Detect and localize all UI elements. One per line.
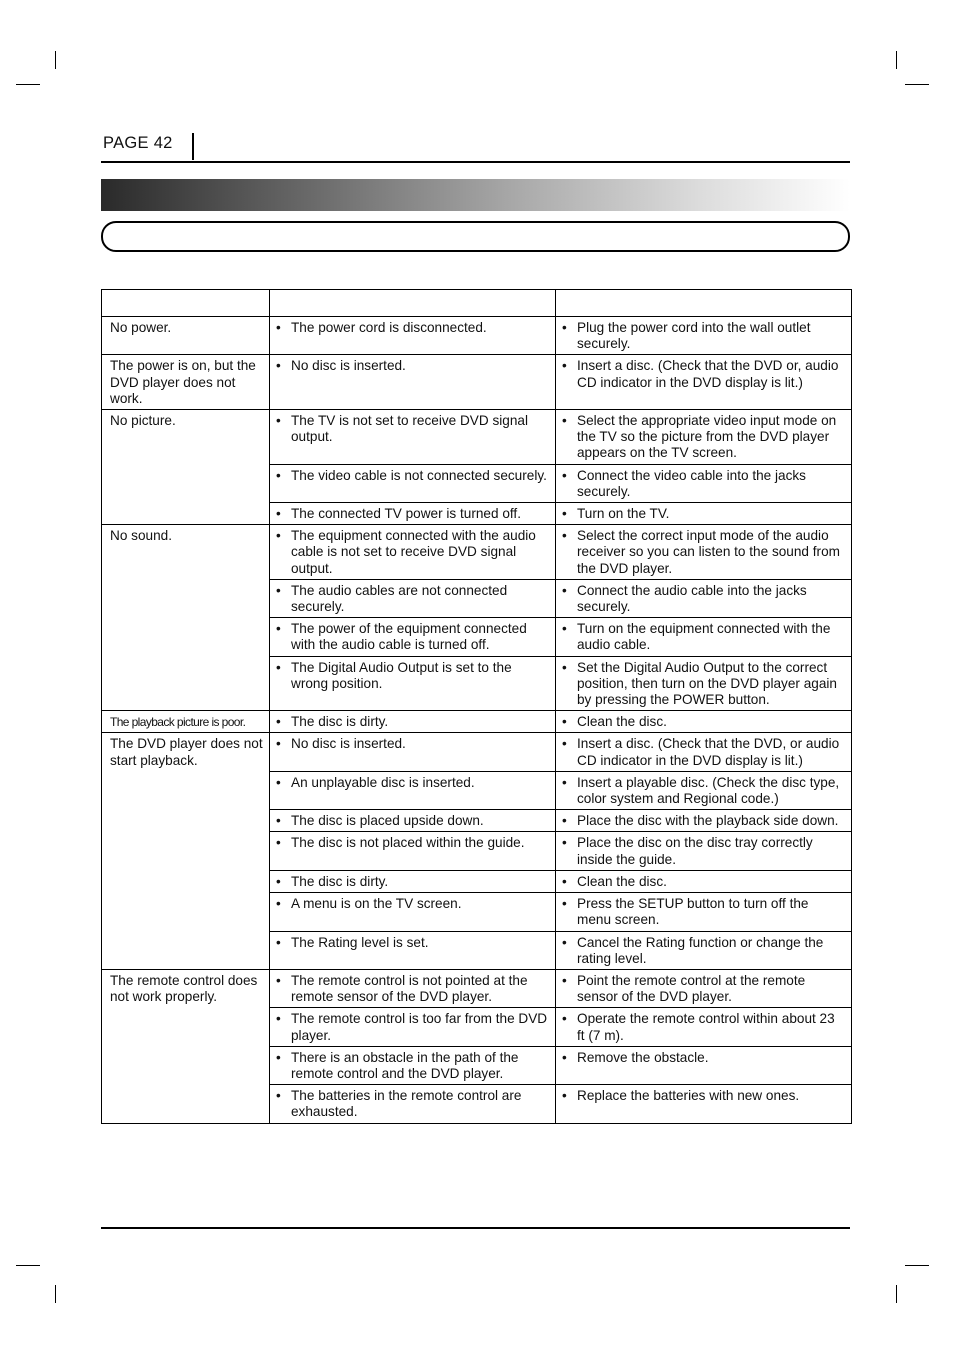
cause-cell	[270, 870, 556, 892]
cause-bullet	[276, 1011, 549, 1043]
symptom-cell	[102, 410, 270, 525]
remedy-text: Turn on the TV.	[577, 506, 670, 522]
bullet-icon: •	[562, 1049, 567, 1065]
remedy-text: Connect the audio cable into the jacks securely.	[577, 582, 807, 615]
remedy-bullet	[562, 528, 845, 577]
bullet-icon: •	[276, 621, 281, 637]
cause-cell	[270, 525, 556, 580]
cause-text: The batteries in the remote control are exhausted.	[291, 1088, 522, 1120]
remedy-cell	[556, 711, 852, 733]
bullet-icon: •	[276, 528, 281, 544]
symptom-text: The playback picture is poor.	[110, 715, 246, 730]
remedy-bullet	[562, 1050, 845, 1066]
cause-cell	[270, 503, 556, 525]
remedy-text: Clean the disc.	[577, 714, 667, 730]
remedy-text: Operate the remote control within about 23 ft (7 m).	[577, 1011, 835, 1043]
remedy-cell	[556, 1008, 852, 1046]
remedy-cell	[556, 525, 852, 580]
table-row	[102, 733, 852, 771]
bullet-icon: •	[562, 413, 567, 429]
remedy-bullet	[562, 660, 845, 709]
remedy-bullet	[562, 736, 845, 768]
bullet-icon: •	[276, 873, 281, 889]
cause-bullet	[276, 468, 549, 484]
remedy-text: Press the SETUP button to turn off the menu screen.	[577, 896, 809, 928]
bullet-icon: •	[562, 1088, 567, 1104]
cause-bullet	[276, 835, 549, 851]
remedy-cell	[556, 733, 852, 771]
symptom-text: The power is on, but the DVD player does not work.	[110, 358, 256, 406]
cause-cell	[270, 317, 556, 355]
remedy-text: Plug the power cord into the wall outlet securely.	[577, 320, 811, 352]
remedy-text: Place the disc on the disc tray correctly inside the guide.	[577, 835, 813, 867]
bullet-icon: •	[562, 972, 567, 988]
remedy-cell	[556, 1046, 852, 1084]
remedy-cell	[556, 410, 852, 465]
table-row	[102, 410, 852, 465]
symptom-text: The remote control does not work properly.	[110, 972, 258, 1005]
remedy-text: Connect the video cable into the jacks securely.	[577, 467, 806, 499]
bullet-icon: •	[276, 659, 281, 675]
cause-bullet	[276, 714, 549, 730]
bullet-icon: •	[276, 835, 281, 851]
crop-mark	[55, 1285, 56, 1303]
column-header-cause	[270, 290, 556, 317]
cause-bullet	[276, 874, 549, 890]
cause-text: A menu is on the TV screen.	[291, 896, 462, 912]
remedy-bullet	[562, 358, 845, 390]
cause-cell	[270, 733, 556, 771]
remedy-text: Remove the obstacle.	[577, 1049, 709, 1065]
bullet-icon: •	[276, 506, 281, 522]
bullet-icon: •	[562, 467, 567, 483]
cause-text: The power cord is disconnected.	[291, 320, 487, 335]
remedy-cell	[556, 893, 852, 931]
cause-cell	[270, 579, 556, 617]
symptom-cell	[102, 733, 270, 969]
remedy-cell	[556, 618, 852, 656]
cause-bullet	[276, 736, 549, 752]
cause-text: The disc is dirty.	[291, 873, 389, 889]
column-header-remedy	[556, 290, 852, 317]
bullet-icon: •	[276, 358, 281, 374]
bullet-icon: •	[562, 736, 567, 752]
cause-bullet	[276, 583, 549, 615]
table-row	[102, 525, 852, 580]
remedy-cell	[556, 355, 852, 410]
bullet-icon: •	[276, 972, 281, 988]
table-row	[102, 355, 852, 410]
section-title-bar	[101, 179, 850, 211]
remedy-text: Turn on the equipment connected with the audio cable.	[577, 621, 831, 653]
cause-cell	[270, 1085, 556, 1123]
troubleshooting-table	[101, 289, 852, 1124]
bullet-icon: •	[276, 1088, 281, 1104]
cause-cell	[270, 810, 556, 832]
symptom-cell	[102, 525, 270, 711]
cause-bullet	[276, 413, 549, 445]
remedy-cell	[556, 656, 852, 711]
cause-cell	[270, 931, 556, 969]
bullet-icon: •	[562, 506, 567, 522]
cause-text: No disc is inserted.	[291, 736, 406, 752]
cause-text: The connected TV power is turned off.	[291, 506, 521, 522]
cause-text: There is an obstacle in the path of the remote control and the DVD player.	[291, 1049, 519, 1081]
symptom-text: No picture.	[110, 413, 176, 429]
remedy-text: Point the remote control at the remote sensor of the DVD player.	[577, 972, 806, 1005]
column-header-symptom	[102, 290, 270, 317]
cause-cell	[270, 410, 556, 465]
remedy-cell	[556, 870, 852, 892]
cause-bullet	[276, 506, 549, 522]
remedy-text: Clean the disc.	[577, 873, 667, 889]
remedy-cell	[556, 317, 852, 355]
table-row	[102, 317, 852, 355]
bullet-icon: •	[276, 413, 281, 429]
bullet-icon: •	[276, 813, 281, 829]
bullet-icon: •	[562, 621, 567, 637]
remedy-bullet	[562, 1088, 845, 1104]
cause-text: An unplayable disc is inserted.	[291, 774, 475, 790]
cause-bullet	[276, 320, 549, 336]
cause-text: The Digital Audio Output is set to the wrong position.	[291, 659, 512, 691]
bullet-icon: •	[562, 528, 567, 544]
cause-bullet	[276, 528, 549, 577]
bullet-icon: •	[562, 896, 567, 912]
cause-cell	[270, 832, 556, 870]
crop-mark	[896, 51, 897, 69]
bullet-icon: •	[276, 736, 281, 752]
cause-cell	[270, 711, 556, 733]
remedy-text: Insert a playable disc. (Check the disc type, color system and Regional code.)	[577, 774, 840, 807]
footer-rule	[101, 1227, 850, 1229]
symptom-text: The DVD player does not start playback.	[110, 736, 263, 768]
symptom-text: No power.	[110, 320, 172, 335]
remedy-cell	[556, 832, 852, 870]
crop-mark	[896, 1285, 897, 1303]
remedy-text: Set the Digital Audio Output to the correct position, then turn on the DVD player again by pressing the POWER button.	[577, 659, 837, 708]
remedy-text: Select the appropriate video input mode on the TV so the picture from the DVD player appears on the TV screen.	[577, 413, 837, 461]
remedy-bullet	[562, 714, 845, 730]
bullet-icon: •	[562, 813, 567, 829]
cause-cell	[270, 464, 556, 502]
cause-cell	[270, 355, 556, 410]
bullet-icon: •	[562, 358, 567, 374]
cause-bullet	[276, 775, 549, 791]
table-row	[102, 711, 852, 733]
table-row	[102, 969, 852, 1007]
remedy-bullet	[562, 813, 845, 829]
remedy-bullet	[562, 973, 845, 1005]
remedy-bullet	[562, 506, 845, 522]
remedy-cell	[556, 771, 852, 809]
bullet-icon: •	[276, 1011, 281, 1027]
cause-cell	[270, 771, 556, 809]
cause-text: The video cable is not connected securely.	[291, 467, 547, 483]
remedy-bullet	[562, 583, 845, 615]
cause-text: The TV is not set to receive DVD signal output.	[291, 413, 528, 445]
cause-bullet	[276, 621, 549, 653]
remedy-text: Insert a disc. (Check that the DVD, or audio CD indicator in the DVD display is lit.)	[577, 736, 840, 768]
cause-text: The equipment connected with the audio cable is not set to receive DVD signal output.	[291, 528, 536, 576]
bullet-icon: •	[562, 659, 567, 675]
remedy-bullet	[562, 1011, 845, 1043]
remedy-cell	[556, 810, 852, 832]
bullet-icon: •	[562, 714, 567, 730]
remedy-bullet	[562, 320, 845, 352]
cause-cell	[270, 656, 556, 711]
remedy-text: Place the disc with the playback side down.	[577, 813, 839, 829]
bullet-icon: •	[276, 1049, 281, 1065]
crop-mark	[905, 1265, 929, 1266]
cause-bullet	[276, 1088, 549, 1120]
cause-bullet	[276, 935, 549, 951]
remedy-text: Select the correct input mode of the audio receiver so you can listen to the sound from the DVD player.	[577, 528, 840, 576]
cause-text: The power of the equipment connected with the audio cable is turned off.	[291, 621, 527, 653]
cause-text: The Rating level is set.	[291, 934, 429, 950]
remedy-bullet	[562, 468, 845, 500]
remedy-bullet	[562, 775, 845, 807]
bullet-icon: •	[276, 467, 281, 483]
cause-cell	[270, 1008, 556, 1046]
cause-bullet	[276, 660, 549, 692]
remedy-cell	[556, 1085, 852, 1123]
remedy-text: Replace the batteries with new ones.	[577, 1088, 800, 1104]
cause-cell	[270, 1046, 556, 1084]
table-header-row	[102, 290, 852, 317]
bullet-icon: •	[276, 774, 281, 790]
remedy-cell	[556, 931, 852, 969]
symptom-cell	[102, 317, 270, 355]
remedy-cell	[556, 503, 852, 525]
remedy-bullet	[562, 835, 845, 867]
bullet-icon: •	[562, 835, 567, 851]
symptom-text: No sound.	[110, 528, 172, 544]
cause-text: The remote control is too far from the DVD player.	[291, 1011, 548, 1043]
cause-bullet	[276, 973, 549, 1005]
remedy-text: Cancel the Rating function or change the rating level.	[577, 934, 824, 966]
symptom-cell	[102, 355, 270, 410]
cause-text: The audio cables are not connected securely.	[291, 582, 508, 615]
remedy-cell	[556, 969, 852, 1007]
crop-mark	[905, 84, 929, 85]
remedy-bullet	[562, 896, 845, 928]
cause-text: No disc is inserted.	[291, 358, 406, 374]
cause-text: The remote control is not pointed at the remote sensor of the DVD player.	[291, 972, 528, 1005]
bullet-icon: •	[276, 934, 281, 950]
cause-cell	[270, 969, 556, 1007]
page-number: PAGE 42	[103, 134, 173, 152]
remedy-text: Insert a disc. (Check that the DVD or, audio CD indicator in the DVD display is lit.)	[577, 358, 839, 390]
remedy-cell	[556, 579, 852, 617]
bullet-icon: •	[276, 320, 281, 335]
bullet-icon: •	[276, 714, 281, 730]
crop-mark	[16, 84, 40, 85]
cause-bullet	[276, 813, 549, 829]
remedy-bullet	[562, 413, 845, 462]
cause-text: The disc is dirty.	[291, 714, 389, 730]
crop-mark	[16, 1265, 40, 1266]
crop-mark	[55, 51, 56, 69]
bullet-icon: •	[562, 1011, 567, 1027]
bullet-icon: •	[562, 774, 567, 790]
bullet-icon: •	[276, 896, 281, 912]
cause-bullet	[276, 896, 549, 912]
bullet-icon: •	[562, 934, 567, 950]
cause-bullet	[276, 358, 549, 374]
symptom-cell	[102, 711, 270, 733]
bullet-icon: •	[562, 582, 567, 598]
remedy-cell	[556, 464, 852, 502]
header-rule	[101, 161, 850, 163]
remedy-bullet	[562, 874, 845, 890]
section-subtitle-box	[101, 221, 850, 252]
cause-cell	[270, 618, 556, 656]
cause-cell	[270, 893, 556, 931]
page-number-divider	[192, 133, 194, 160]
remedy-bullet	[562, 621, 845, 653]
bullet-icon: •	[276, 582, 281, 598]
bullet-icon: •	[562, 320, 567, 335]
cause-bullet	[276, 1050, 549, 1082]
cause-text: The disc is placed upside down.	[291, 813, 484, 829]
bullet-icon: •	[562, 873, 567, 889]
remedy-bullet	[562, 935, 845, 967]
symptom-cell	[102, 969, 270, 1123]
cause-text: The disc is not placed within the guide.	[291, 835, 525, 851]
